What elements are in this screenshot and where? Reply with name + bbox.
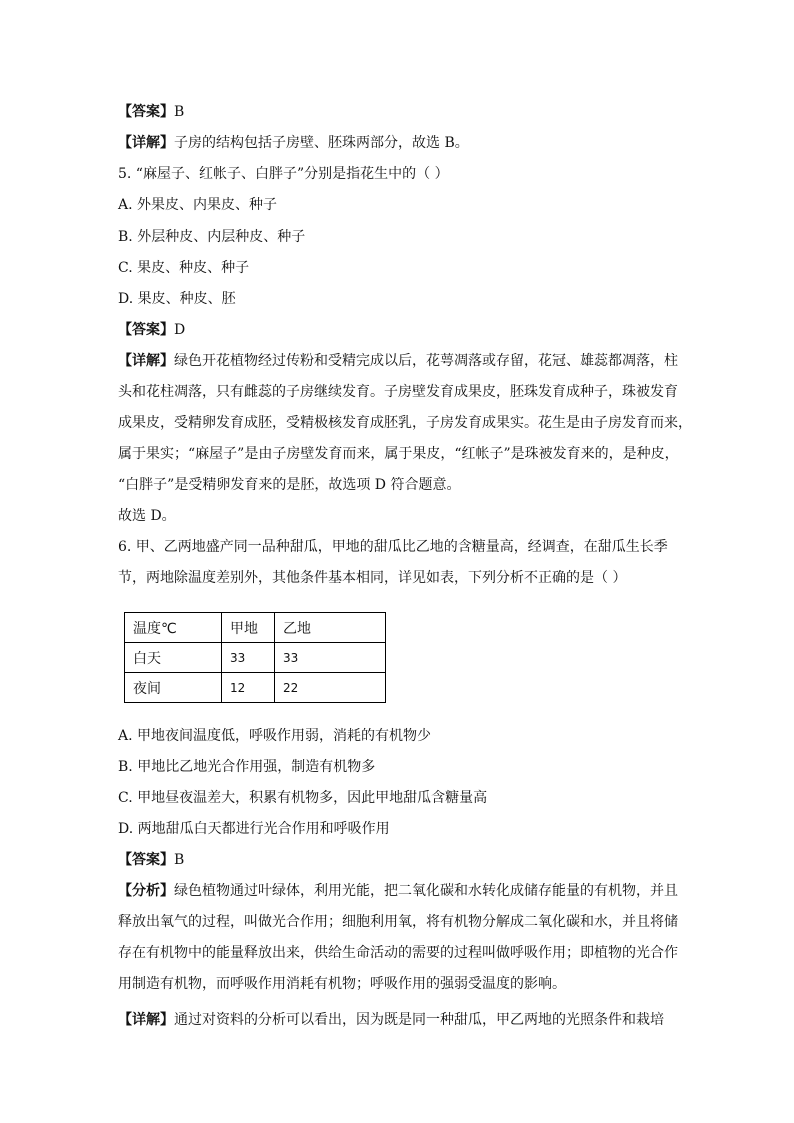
- answer-tag: 【答案】: [118, 852, 174, 868]
- detail-tag: 【详解】: [118, 135, 174, 151]
- q5-detail-line-1: [118, 351, 678, 371]
- q5-answer-line: [118, 320, 185, 340]
- q5-option-d: D. 果皮、种皮、胚: [118, 291, 236, 307]
- q5-detail-line-3: 成果皮，受精卵发育成胚，受精极核发育成胚乳，子房发育成果实。花生是由子房发育而来，: [118, 415, 692, 431]
- q4-answer-line: [118, 102, 184, 122]
- detail-text: 绿色开花植物经过传粉和受精完成以后，花萼凋落或存留，花冠、雄蕊都凋落，柱: [174, 353, 678, 369]
- table-cell: 夜间: [125, 673, 222, 703]
- q5-detail-line-6: 故选 D。: [118, 508, 176, 524]
- q5-detail-line-5: “白胖子”是受精卵发育来的是胚，故选项 D 符合题意。: [118, 477, 461, 493]
- table-header-cell: 甲地: [222, 613, 275, 643]
- q5-option-b: B. 外层种皮、内层种皮、种子: [118, 229, 306, 245]
- q6-option-d: D. 两地甜瓜白天都进行光合作用和呼吸作用: [118, 821, 390, 837]
- q6-stem-line-1: 6. 甲、乙两地盛产同一品种甜瓜，甲地的甜瓜比乙地的含糖量高，经调查，在甜瓜生长季: [118, 539, 668, 555]
- detail-tag: 【详解】: [118, 353, 174, 369]
- answer-tag: 【答案】: [118, 104, 174, 120]
- q6-stem-line-2: 节，两地除温度差别外，其他条件基本相同，详见如表，下列分析不正确的是（ ）: [118, 570, 627, 586]
- detail-text: 通过对资料的分析可以看出，因为既是同一种甜瓜，甲乙两地的光照条件和栽培: [174, 1012, 664, 1028]
- q6-option-c: C. 甲地昼夜温差大，积累有机物多，因此甲地甜瓜含糖量高: [118, 790, 488, 806]
- q5-detail-line-2: 头和花柱凋落，只有雌蕊的子房继续发育。子房壁发育成果皮，胚珠发育成种子，珠被发育: [118, 384, 678, 400]
- analysis-tag: 【分析】: [118, 883, 174, 899]
- q6-detail-line: [118, 1010, 664, 1030]
- q6-answer-line: [118, 850, 184, 870]
- q5-option-c: C. 果皮、种皮、种子: [118, 260, 250, 276]
- table-cell: 白天: [125, 643, 222, 673]
- q6-option-b: B. 甲地比乙地光合作用强，制造有机物多: [118, 759, 376, 775]
- answer-tag: 【答案】: [118, 322, 174, 338]
- detail-text: 子房的结构包括子房壁、胚珠两部分，故选 B。: [174, 135, 469, 151]
- table-cell: 12: [222, 673, 275, 703]
- table-header-cell: 乙地: [275, 613, 386, 643]
- q6-analysis-line-2: 释放出氧气的过程，叫做光合作用；细胞利用氧，将有机物分解成二氧化碳和水，并且将储: [118, 914, 678, 930]
- answer-value: B: [174, 104, 185, 120]
- q6-analysis-line-1: [118, 881, 678, 901]
- table-cell: 33: [222, 643, 275, 673]
- table-header-cell: 温度℃: [125, 613, 222, 643]
- analysis-text: 绿色植物通过叶绿体，利用光能，把二氧化碳和水转化成储存能量的有机物，并且: [174, 883, 678, 899]
- q6-analysis-line-3: 存在有机物中的能量释放出来，供给生命活动的需要的过程叫做呼吸作用；即植物的光合作: [118, 945, 678, 961]
- q5-option-a: A. 外果皮、内果皮、种子: [118, 197, 278, 213]
- answer-value: B: [174, 852, 185, 868]
- table-header-row: [125, 613, 386, 643]
- temperature-table: [124, 612, 386, 703]
- detail-tag: 【详解】: [118, 1012, 174, 1028]
- answer-value: D: [174, 322, 186, 338]
- q5-detail-line-4: 属于果实；“麻屋子”是由子房壁发育而来，属于果皮，“红帐子”是珠被发育来的，是种皮，: [118, 446, 679, 462]
- table-cell: 22: [275, 673, 386, 703]
- table-row: [125, 643, 386, 673]
- table-row: [125, 673, 386, 703]
- table-cell: 33: [275, 643, 386, 673]
- q5-stem: 5. “麻屋子、红帐子、白胖子”分别是指花生中的（ ）: [118, 166, 449, 182]
- q4-detail-line: [118, 133, 469, 153]
- q6-option-a: A. 甲地夜间温度低，呼吸作用弱，消耗的有机物少: [118, 728, 432, 744]
- q6-analysis-line-4: 用制造有机物，而呼吸作用消耗有机物；呼吸作用的强弱受温度的影响。: [118, 976, 566, 992]
